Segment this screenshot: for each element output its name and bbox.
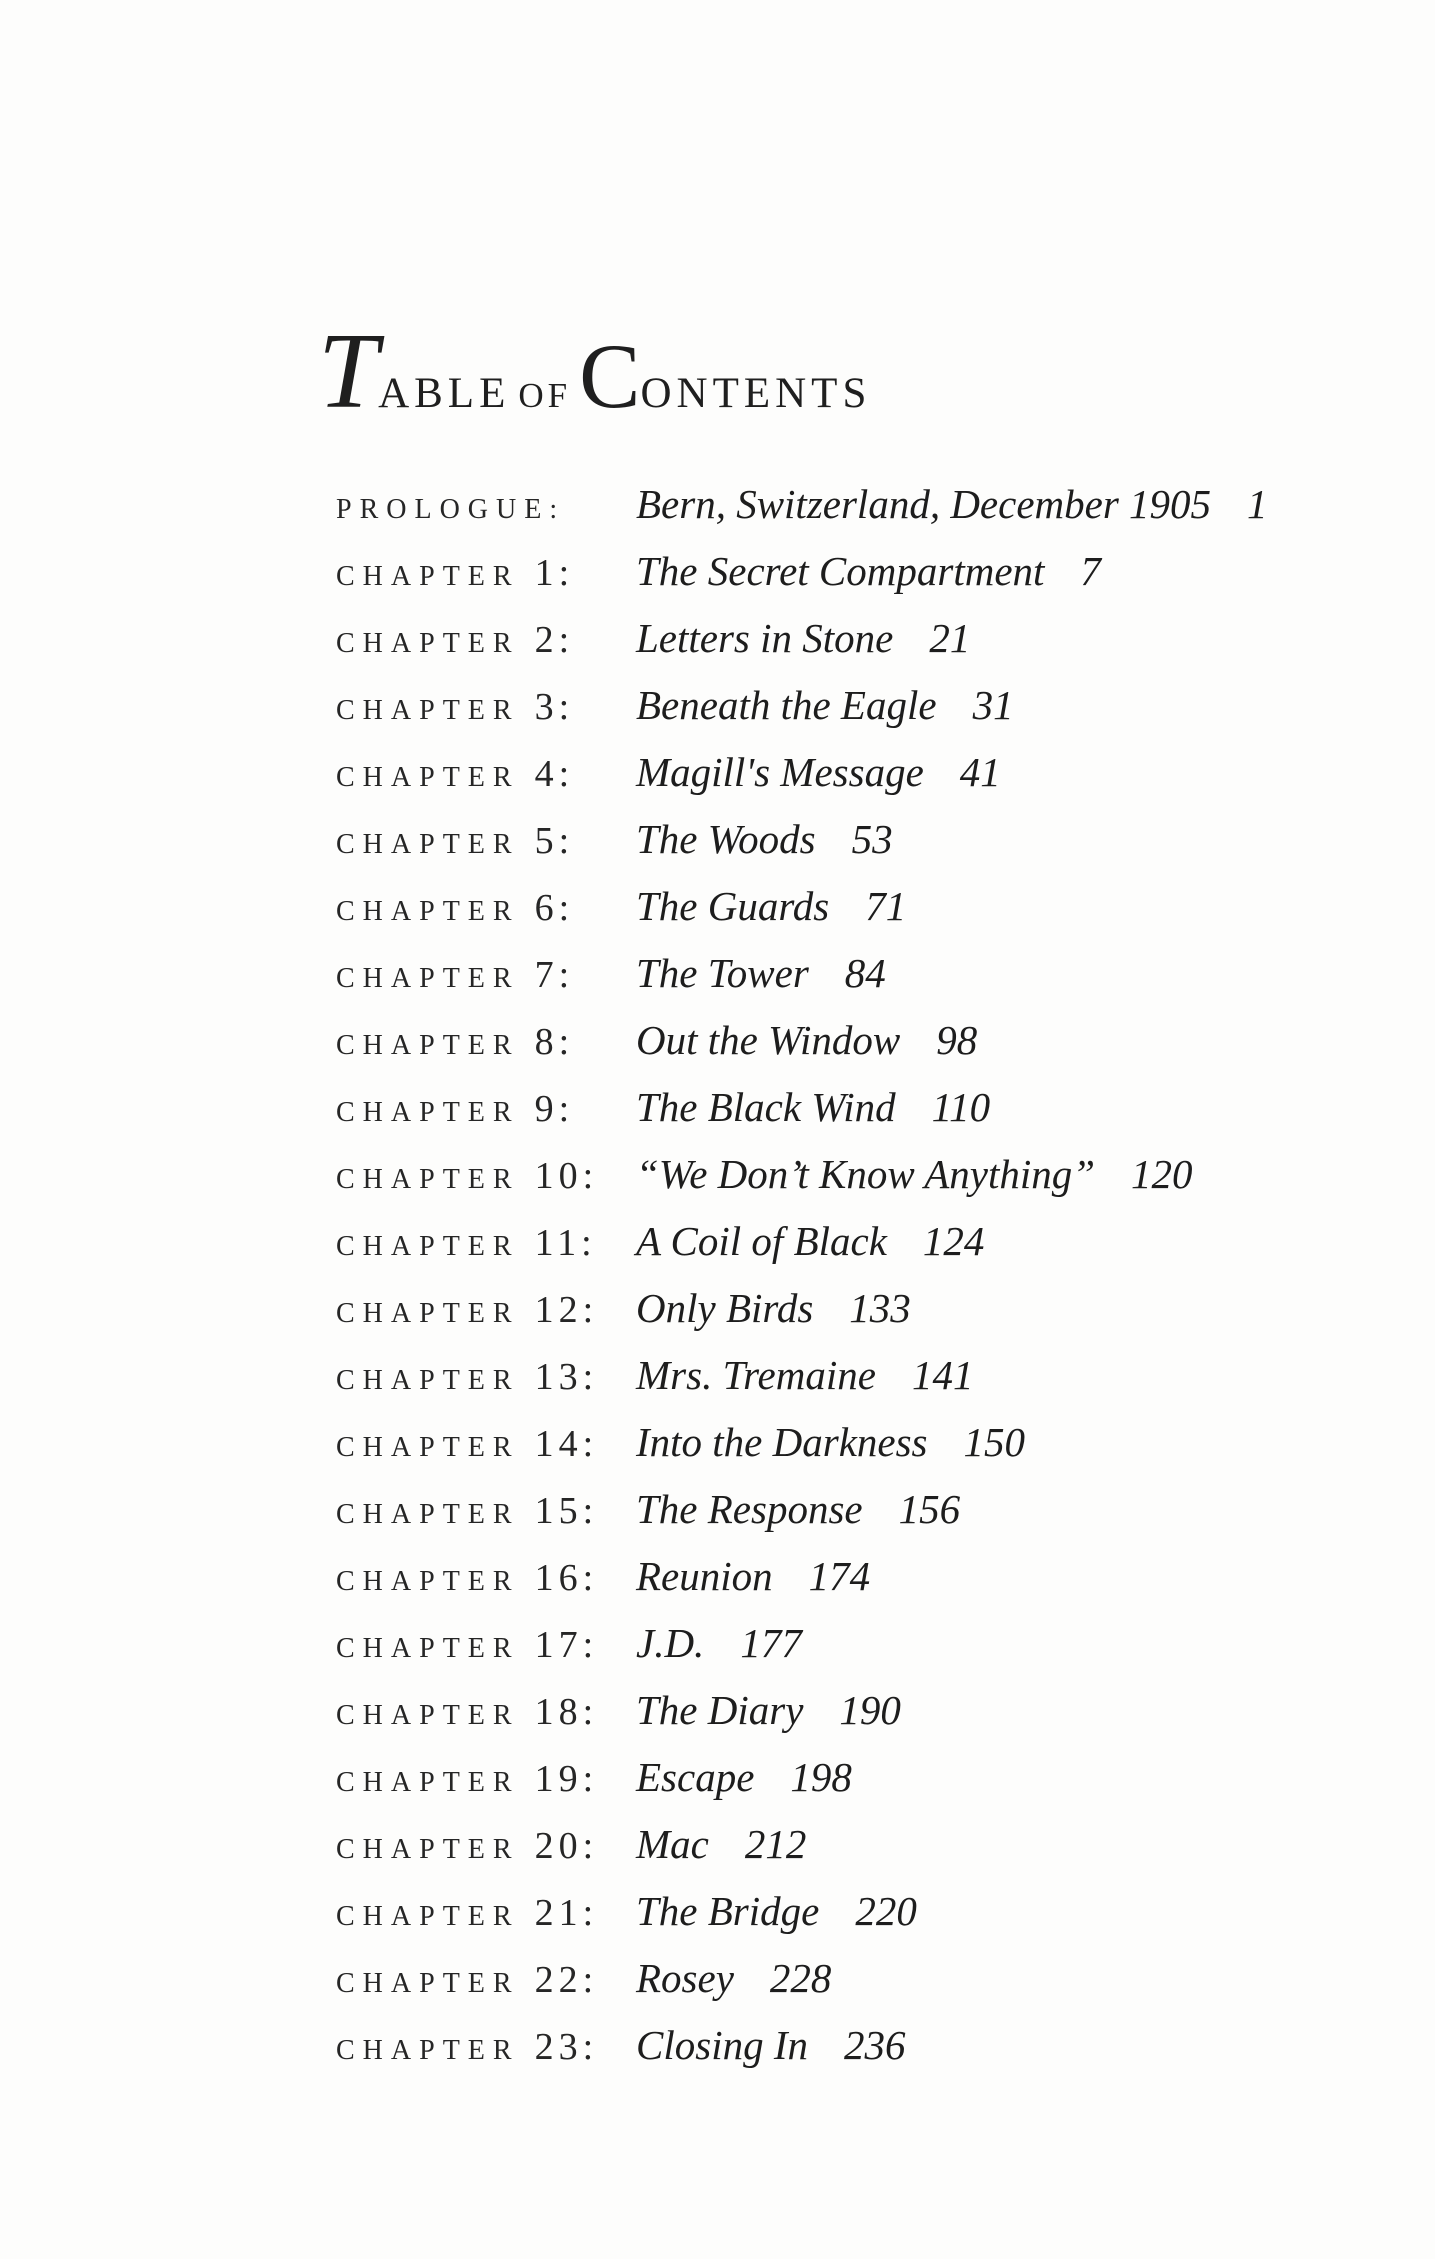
toc-label-word: CHAPTER (336, 1767, 520, 1798)
toc-entry-title: Magill's Message (636, 749, 924, 795)
toc-entry (336, 1217, 1336, 1284)
toc-entry-title: The Black Wind (636, 1084, 896, 1130)
toc-entry (336, 815, 1336, 882)
toc-page-number: 220 (855, 1888, 917, 1934)
toc-page-number: 212 (744, 1821, 807, 1867)
toc-entry-label (336, 1824, 636, 1868)
toc-chapter-number: 15: (534, 1490, 599, 1532)
toc-entry (336, 1150, 1336, 1217)
toc-entry-label (336, 1757, 636, 1801)
toc-entry-title: Rosey (636, 1955, 734, 2001)
toc-label-word: CHAPTER (336, 1365, 520, 1396)
toc-label-word: CHAPTER (336, 1030, 520, 1061)
toc-label-word: CHAPTER (336, 1298, 520, 1329)
toc-chapter-number: 3: (534, 686, 575, 728)
toc-entry-title: Reunion (636, 1553, 773, 1599)
toc-entry (336, 2021, 1336, 2088)
toc-entry (336, 1954, 1336, 2021)
toc-list (336, 480, 1336, 2088)
toc-entry-label (336, 1355, 636, 1399)
toc-label-word: CHAPTER (336, 1499, 520, 1530)
toc-entry-title: A Coil of Black (636, 1218, 887, 1264)
toc-page-number: 53 (851, 816, 893, 862)
toc-entry-label (336, 953, 636, 997)
toc-label-word: CHAPTER (336, 1968, 520, 1999)
toc-entry-title: The Woods (636, 816, 816, 862)
toc-entry-title: Escape (636, 1754, 755, 1800)
toc-chapter-number: 7: (534, 954, 575, 996)
toc-entry-title: The Response (636, 1486, 863, 1532)
toc-entry (336, 1418, 1336, 1485)
toc-entry-title: Only Birds (636, 1285, 814, 1331)
toc-entry (336, 882, 1336, 949)
toc-chapter-number: 1: (534, 552, 575, 594)
toc-entry (336, 1552, 1336, 1619)
toc-page-number: 31 (972, 682, 1014, 728)
toc-entry-title: The Diary (636, 1687, 804, 1733)
toc-entry-label (336, 551, 636, 595)
toc-entry-label (336, 819, 636, 863)
toc-entry (336, 480, 1336, 547)
toc-chapter-number: 17: (534, 1624, 599, 1666)
toc-entry (336, 748, 1336, 815)
toc-chapter-number: 2: (534, 619, 575, 661)
toc-entry-title: Out the Window (636, 1017, 901, 1063)
toc-entry (336, 1887, 1336, 1954)
toc-page-number: 1 (1247, 481, 1268, 527)
toc-page-number: 124 (922, 1218, 985, 1264)
page-title (318, 312, 872, 431)
toc-chapter-number: 22: (534, 1959, 599, 2001)
title-word-able: able (378, 353, 511, 421)
toc-entry-label (336, 1690, 636, 1734)
toc-entry-title: Mac (636, 1821, 709, 1867)
toc-entry (336, 1619, 1336, 1686)
toc-label-word: CHAPTER (336, 762, 520, 793)
toc-entry-title: Mrs. Tremaine (636, 1352, 876, 1398)
toc-entry (336, 949, 1336, 1016)
toc-label-word: CHAPTER (336, 829, 520, 860)
toc-label-word: CHAPTER (336, 695, 520, 726)
toc-entry (336, 614, 1336, 681)
toc-entry-label (336, 1020, 636, 1064)
toc-entry-title: The Secret Compartment (636, 548, 1045, 594)
title-initial-t: T (318, 312, 379, 431)
toc-label-word: CHAPTER (336, 1097, 520, 1128)
toc-entry-label (336, 1623, 636, 1667)
toc-label-word: CHAPTER (336, 1834, 520, 1865)
toc-chapter-number: 8: (534, 1021, 575, 1063)
toc-page-number: 133 (849, 1285, 911, 1331)
toc-label-word: CHAPTER (336, 2035, 520, 2066)
toc-entry-label (336, 1087, 636, 1131)
toc-page-number: 228 (769, 1955, 832, 2001)
toc-label-word: CHAPTER (336, 561, 520, 592)
toc-page-number: 190 (839, 1687, 901, 1733)
toc-entry (336, 547, 1336, 614)
toc-entry-label (336, 1422, 636, 1466)
toc-chapter-number: 23: (534, 2026, 599, 2068)
toc-entry-label (336, 1489, 636, 1533)
toc-entry-title: Bern, Switzerland, December 1905 (636, 481, 1212, 527)
toc-entry-title: Letters in Stone (636, 615, 894, 661)
toc-chapter-number: 9: (534, 1088, 575, 1130)
toc-page-number: 71 (865, 883, 907, 929)
toc-page-number: 236 (844, 2022, 906, 2068)
toc-entry-label (336, 1891, 636, 1935)
toc-chapter-number: 5: (534, 820, 575, 862)
title-word-ontents: ontents (640, 353, 872, 421)
toc-entry (336, 1083, 1336, 1150)
toc-entry-label (336, 1958, 636, 2002)
toc-chapter-number: 16: (534, 1557, 599, 1599)
toc-page-number: 98 (936, 1017, 978, 1063)
toc-page-number: 41 (959, 749, 1001, 795)
toc-page-number: 177 (740, 1620, 802, 1666)
toc-chapter-number: 13: (534, 1356, 599, 1398)
toc-entry-title: Into the Darkness (636, 1419, 928, 1465)
toc-page-number: 110 (931, 1084, 991, 1130)
toc-page-number: 198 (790, 1754, 852, 1800)
toc-chapter-number: 10: (534, 1155, 599, 1197)
toc-label-word: CHAPTER (336, 628, 520, 659)
toc-entry-title: “We Don’t Know Anything” (636, 1151, 1096, 1197)
title-word-of: of (518, 362, 572, 418)
toc-page-number: 150 (963, 1419, 1026, 1465)
toc-entry-label (336, 1288, 636, 1332)
toc-entry (336, 1284, 1336, 1351)
toc-chapter-number: 12: (534, 1289, 599, 1331)
toc-entry (336, 1485, 1336, 1552)
toc-entry (336, 1820, 1336, 1887)
toc-label-word: CHAPTER (336, 1700, 520, 1731)
toc-page-number: 84 (844, 950, 886, 996)
toc-chapter-number: 21: (534, 1892, 599, 1934)
toc-entry (336, 1686, 1336, 1753)
toc-chapter-number: 6: (534, 887, 575, 929)
toc-chapter-number: 19: (534, 1758, 599, 1800)
toc-entry-title: J.D. (636, 1620, 705, 1666)
toc-entry-title: The Guards (636, 883, 830, 929)
toc-entry-label (336, 1221, 636, 1265)
toc-label-word: PROLOGUE: (336, 494, 566, 525)
toc-label-word: CHAPTER (336, 1432, 520, 1463)
toc-entry (336, 1753, 1336, 1820)
toc-page-number: 7 (1080, 548, 1101, 594)
toc-page-number: 141 (911, 1352, 974, 1398)
toc-entry (336, 681, 1336, 748)
toc-entry-label (336, 1154, 636, 1198)
toc-label-word: CHAPTER (336, 963, 520, 994)
toc-entry-label (336, 886, 636, 930)
toc-label-word: CHAPTER (336, 1231, 520, 1262)
toc-entry-title: The Tower (636, 950, 809, 996)
toc-label-word: CHAPTER (336, 1901, 520, 1932)
toc-chapter-number: 14: (534, 1423, 599, 1465)
title-initial-c: C (579, 325, 641, 427)
toc-entry (336, 1351, 1336, 1418)
toc-entry-label (336, 618, 636, 662)
toc-label-word: CHAPTER (336, 1164, 520, 1195)
toc-page-number: 120 (1131, 1151, 1193, 1197)
toc-chapter-number: 20: (534, 1825, 599, 1867)
toc-entry-label (336, 2025, 636, 2069)
toc-entry-title: Beneath the Eagle (636, 682, 937, 728)
toc-page-number: 174 (808, 1553, 871, 1599)
toc-label-word: CHAPTER (336, 896, 520, 927)
toc-entry-title: Closing In (636, 2022, 808, 2068)
toc-chapter-number: 4: (534, 753, 575, 795)
toc-page-number: 21 (929, 615, 971, 661)
toc-page-number: 156 (898, 1486, 961, 1532)
toc-entry-label (336, 1556, 636, 1600)
toc-entry-label (336, 685, 636, 729)
toc-entry-label (336, 752, 636, 796)
toc-chapter-number: 11: (534, 1222, 597, 1264)
toc-chapter-number: 18: (534, 1691, 599, 1733)
toc-label-word: CHAPTER (336, 1633, 520, 1664)
toc-label-word: CHAPTER (336, 1566, 520, 1597)
toc-entry-title: The Bridge (636, 1888, 820, 1934)
toc-entry (336, 1016, 1336, 1083)
toc-entry-label (336, 489, 636, 526)
